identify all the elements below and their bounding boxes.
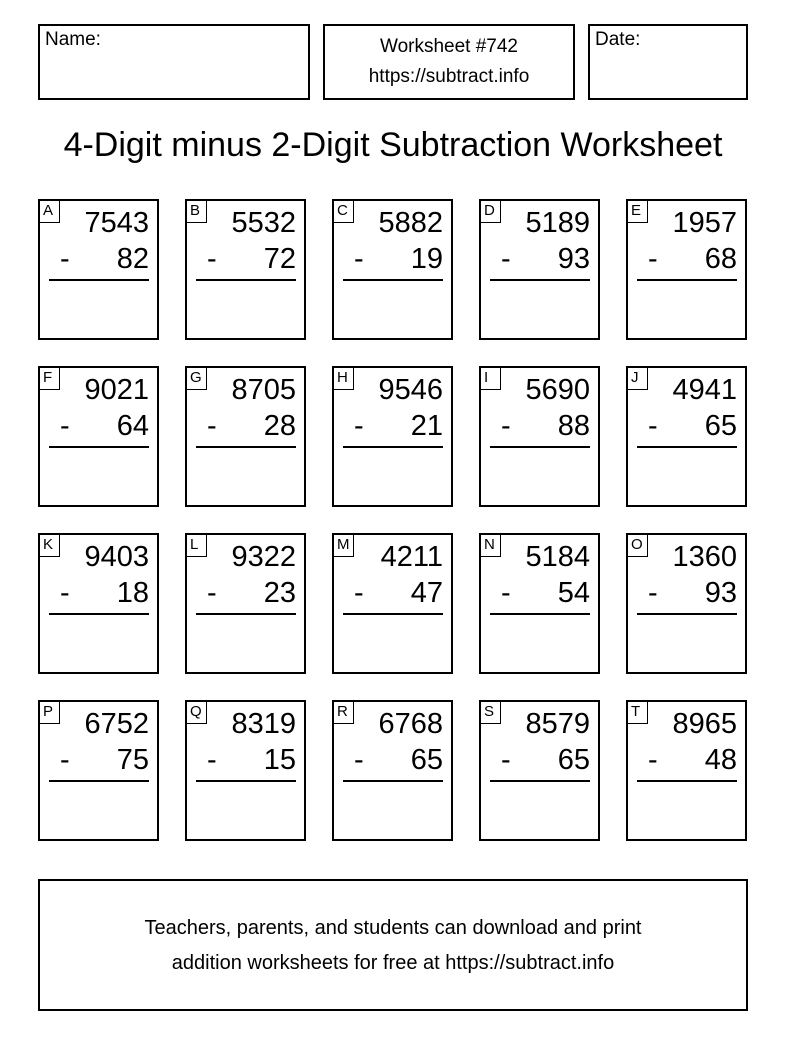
problem-letter: T — [628, 702, 648, 724]
worksheet-number: Worksheet #742 — [379, 36, 518, 57]
footer-line-1: Teachers, parents, and students can download and print — [144, 917, 642, 939]
minuend: 9021 — [84, 374, 149, 406]
minus-sign: - — [648, 410, 658, 442]
problem-letter: A — [40, 201, 60, 223]
page-title: 4-Digit minus 2-Digit Subtraction Worksheet — [63, 126, 723, 164]
minus-sign: - — [354, 410, 364, 442]
problem-letter: J — [628, 368, 648, 390]
minuend: 5184 — [525, 541, 590, 573]
minuend: 5690 — [525, 374, 590, 406]
name-label: Name: — [45, 29, 101, 50]
problem-letter: I — [481, 368, 501, 390]
answer-line — [637, 279, 737, 281]
minuend: 5882 — [378, 207, 443, 239]
problem-letter: M — [334, 535, 354, 557]
problem-letter: D — [481, 201, 501, 223]
subtrahend: 18 — [116, 577, 149, 609]
subtrahend: 47 — [410, 577, 443, 609]
problem-card[interactable] — [332, 366, 453, 507]
problem-letter: F — [40, 368, 60, 390]
subtrahend: 21 — [410, 410, 443, 442]
problem-letter: L — [187, 535, 207, 557]
problem-letter: S — [481, 702, 501, 724]
minus-sign: - — [60, 577, 70, 609]
minus-sign: - — [648, 744, 658, 776]
minus-sign: - — [354, 744, 364, 776]
problem-card[interactable] — [185, 366, 306, 507]
subtrahend: 88 — [557, 410, 590, 442]
problem-letter: Q — [187, 702, 207, 724]
answer-line — [196, 613, 296, 615]
subtrahend: 68 — [704, 243, 737, 275]
answer-line — [196, 446, 296, 448]
subtrahend: 23 — [263, 577, 296, 609]
minus-sign: - — [648, 577, 658, 609]
subtrahend: 64 — [116, 410, 149, 442]
answer-line — [49, 279, 149, 281]
problem-letter: N — [481, 535, 501, 557]
name-field-box[interactable] — [38, 24, 310, 100]
answer-line — [196, 279, 296, 281]
problem-card[interactable] — [38, 199, 159, 340]
minus-sign: - — [648, 243, 658, 275]
minuend: 9403 — [84, 541, 149, 573]
subtrahend: 93 — [704, 577, 737, 609]
subtrahend: 75 — [116, 744, 149, 776]
problem-card[interactable] — [38, 366, 159, 507]
subtrahend: 65 — [557, 744, 590, 776]
minuend: 8579 — [525, 708, 590, 740]
minuend: 4941 — [672, 374, 737, 406]
minuend: 5532 — [231, 207, 296, 239]
problem-card[interactable] — [626, 199, 747, 340]
minus-sign: - — [60, 410, 70, 442]
subtrahend: 48 — [704, 744, 737, 776]
problem-card[interactable] — [185, 700, 306, 841]
subtrahend: 15 — [263, 744, 296, 776]
minuend: 9322 — [231, 541, 296, 573]
minus-sign: - — [501, 410, 511, 442]
problem-card[interactable] — [479, 700, 600, 841]
problem-card[interactable] — [479, 199, 600, 340]
problem-card[interactable] — [332, 700, 453, 841]
minus-sign: - — [207, 577, 217, 609]
minus-sign: - — [207, 744, 217, 776]
minus-sign: - — [501, 577, 511, 609]
subtrahend: 28 — [263, 410, 296, 442]
minuend: 1957 — [672, 207, 737, 239]
footer-box — [38, 879, 748, 1011]
answer-line — [196, 780, 296, 782]
minuend: 8319 — [231, 708, 296, 740]
minus-sign: - — [501, 243, 511, 275]
problem-card[interactable] — [185, 199, 306, 340]
minus-sign: - — [60, 243, 70, 275]
answer-line — [343, 446, 443, 448]
answer-line — [49, 613, 149, 615]
subtrahend: 93 — [557, 243, 590, 275]
worksheet-info-box — [323, 24, 575, 100]
minus-sign: - — [354, 243, 364, 275]
minuend: 6768 — [378, 708, 443, 740]
answer-line — [490, 446, 590, 448]
minuend: 6752 — [84, 708, 149, 740]
problem-card[interactable] — [626, 700, 747, 841]
minus-sign: - — [354, 577, 364, 609]
problem-card[interactable] — [332, 533, 453, 674]
subtrahend: 65 — [410, 744, 443, 776]
date-label: Date: — [595, 29, 641, 50]
answer-line — [343, 613, 443, 615]
problem-letter: G — [187, 368, 207, 390]
worksheet-url: https://subtract.info — [368, 66, 530, 87]
problem-letter: B — [187, 201, 207, 223]
problem-letter: R — [334, 702, 354, 724]
answer-line — [637, 446, 737, 448]
subtrahend: 65 — [704, 410, 737, 442]
answer-line — [490, 279, 590, 281]
footer-line-2: addition worksheets for free at https://subtract.info — [171, 952, 615, 974]
minuend: 5189 — [525, 207, 590, 239]
minuend: 9546 — [378, 374, 443, 406]
problem-card[interactable] — [332, 199, 453, 340]
problem-card[interactable] — [38, 700, 159, 841]
answer-line — [637, 613, 737, 615]
subtrahend: 72 — [263, 243, 296, 275]
problem-card[interactable] — [38, 533, 159, 674]
problem-card[interactable] — [626, 533, 747, 674]
problem-letter: E — [628, 201, 648, 223]
problem-letter: C — [334, 201, 354, 223]
minus-sign: - — [207, 410, 217, 442]
problem-card[interactable] — [626, 366, 747, 507]
answer-line — [49, 780, 149, 782]
answer-line — [490, 780, 590, 782]
minuend: 1360 — [672, 541, 737, 573]
problem-card[interactable] — [479, 366, 600, 507]
answer-line — [637, 780, 737, 782]
subtrahend: 19 — [410, 243, 443, 275]
problem-letter: O — [628, 535, 648, 557]
minuend: 7543 — [84, 207, 149, 239]
subtrahend: 82 — [116, 243, 149, 275]
minus-sign: - — [501, 744, 511, 776]
minuend: 8705 — [231, 374, 296, 406]
minus-sign: - — [60, 744, 70, 776]
answer-line — [490, 613, 590, 615]
answer-line — [343, 279, 443, 281]
minuend: 4211 — [380, 541, 443, 573]
minus-sign: - — [207, 243, 217, 275]
problem-letter: K — [40, 535, 60, 557]
answer-line — [49, 446, 149, 448]
answer-line — [343, 780, 443, 782]
minuend: 8965 — [672, 708, 737, 740]
problem-card[interactable] — [185, 533, 306, 674]
subtrahend: 54 — [557, 577, 590, 609]
problem-letter: P — [40, 702, 60, 724]
problem-card[interactable] — [479, 533, 600, 674]
problem-letter: H — [334, 368, 354, 390]
date-field-box[interactable] — [588, 24, 748, 100]
